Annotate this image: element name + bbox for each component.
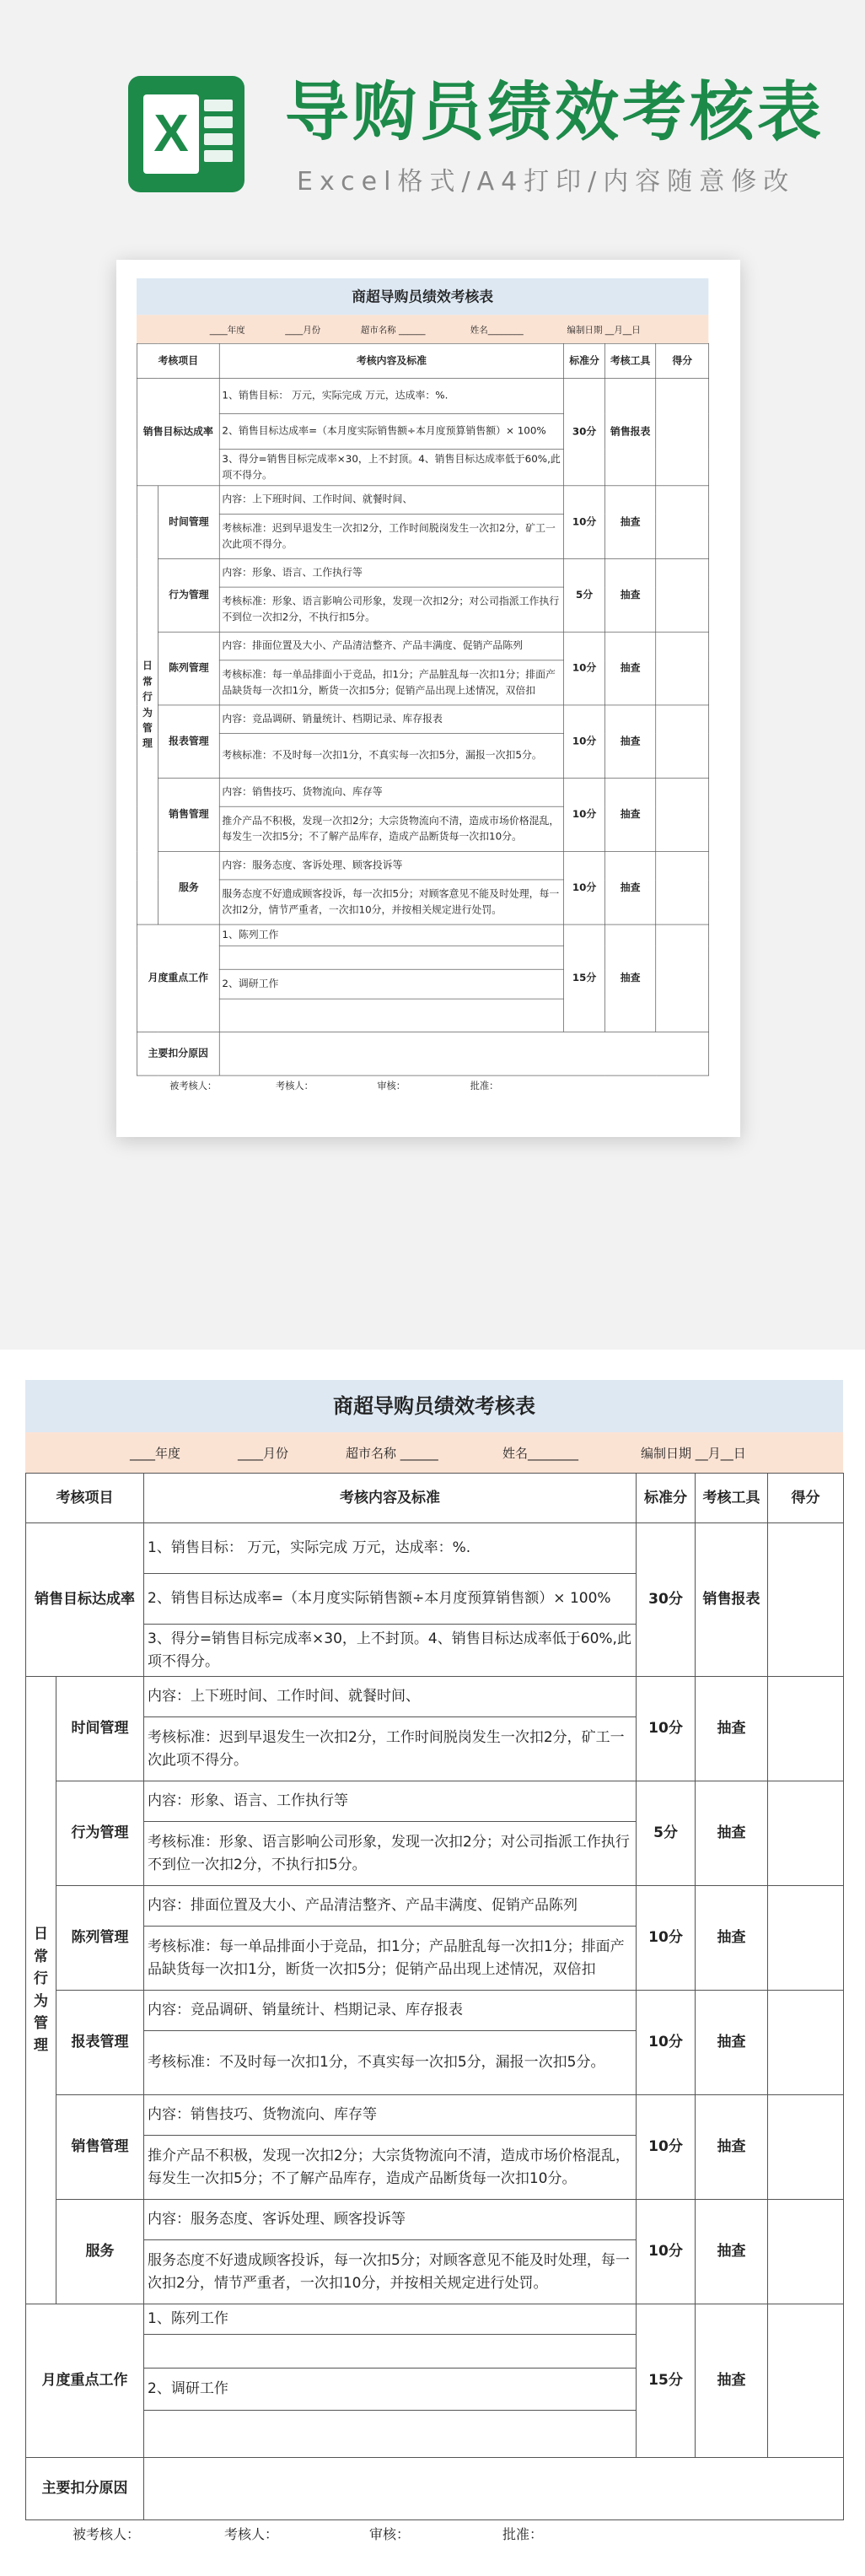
header-content: 考核内容及标准 xyxy=(144,1474,637,1523)
daily-item-tool: 抽查 xyxy=(605,632,656,705)
daily-label-char: 常 xyxy=(34,1948,48,1965)
table-row-deduction xyxy=(137,1032,708,1075)
daily-management-section xyxy=(26,1677,844,2304)
sig-assessor[interactable]: 考核人： xyxy=(224,2526,279,2542)
daily-item-score: 10分 xyxy=(637,2200,696,2304)
meta-name[interactable]: 姓名________ xyxy=(502,1445,579,1461)
daily-item-content[interactable]: 内容：服务态度、客诉处理、顾客投诉等 xyxy=(219,851,563,880)
header-score: 标准分 xyxy=(564,343,605,378)
sig-assessee[interactable]: 被考核人： xyxy=(169,1080,218,1091)
preview-card[interactable] xyxy=(116,260,740,1137)
daily-item-score: 10分 xyxy=(564,632,605,705)
daily-item-standard[interactable]: 推介产品不积极，发现一次扣2分；大宗货物流向不清，造成市场价格混乱，每发生一次扣5分；不了解产品库存，造成产品断货每一次扣10分。 xyxy=(144,2136,637,2200)
daily-item-content[interactable]: 内容：销售技巧、货物流向、库存等 xyxy=(144,2095,637,2136)
meta-store[interactable]: 超市名称 ______ xyxy=(346,1445,438,1461)
deduction-label: 主要扣分原因 xyxy=(137,1032,219,1075)
daily-row-content xyxy=(26,1781,844,1822)
daily-item-name: 行为管理 xyxy=(158,559,220,633)
daily-item-result[interactable] xyxy=(768,1886,844,1991)
daily-item-content[interactable]: 内容：竞品调研、销量统计、档期记录、库存报表 xyxy=(144,1991,637,2031)
daily-item-score: 10分 xyxy=(564,705,605,779)
daily-label-char: 为 xyxy=(34,1992,48,2010)
table-header-row xyxy=(137,343,708,378)
sales-tool: 销售报表 xyxy=(696,1523,768,1677)
meta-store[interactable]: 超市名称 ______ xyxy=(360,324,426,335)
deduction-content[interactable] xyxy=(219,1032,708,1075)
sales-score: 30分 xyxy=(564,379,605,486)
deduction-content[interactable] xyxy=(144,2458,844,2520)
daily-item-standard[interactable]: 考核标准：每一单品排面小于竞品，扣1分；产品脏乱每一次扣1分；排面产品缺货每一次扣1分，断货一次扣5分；促销产品出现上述情况，双倍扣 xyxy=(219,660,563,705)
daily-label-char: 理 xyxy=(142,737,153,750)
daily-item-score: 10分 xyxy=(637,2095,696,2200)
daily-item-name: 服务 xyxy=(56,2200,144,2304)
daily-item-tool: 抽查 xyxy=(696,1991,768,2095)
daily-label-char: 日 xyxy=(142,660,153,672)
monthly-tool: 抽查 xyxy=(696,2304,768,2458)
daily-item-standard[interactable]: 考核标准：迟到早退发生一次扣2分，工作时间脱岗发生一次扣2分，矿工一次此项不得分。 xyxy=(144,1717,637,1781)
daily-item-tool: 抽查 xyxy=(605,705,656,779)
sales-line-3[interactable]: 3、得分=销售目标完成率×30，上不封顶。4、销售目标达成率低于60%,此项不得分。 xyxy=(219,449,563,485)
form-title: 商超导购员绩效考核表 xyxy=(137,278,708,315)
meta-date[interactable]: 编制日期 __月__日 xyxy=(567,324,641,335)
daily-item-tool: 抽查 xyxy=(605,559,656,633)
daily-item-tool: 抽查 xyxy=(605,486,656,559)
daily-item-result[interactable] xyxy=(656,559,709,633)
daily-item-result[interactable] xyxy=(656,486,709,559)
daily-item-name: 销售管理 xyxy=(56,2095,144,2200)
daily-item-standard[interactable]: 服务态度不好遗成顾客投诉，每一次扣5分；对顾客意见不能及时处理，每一次扣2分，情节严重者，一次扣10分，并按相关规定进行处罚。 xyxy=(219,880,563,924)
daily-item-name: 陈列管理 xyxy=(158,632,220,705)
form-meta-bar xyxy=(137,315,708,343)
daily-item-standard[interactable]: 考核标准：形象、语言影响公司形象，发现一次扣2分；对公司指派工作执行不到位一次扣2分，不执行扣5分。 xyxy=(219,587,563,632)
sales-score: 30分 xyxy=(637,1523,696,1677)
daily-item-result[interactable] xyxy=(656,705,709,779)
daily-item-result[interactable] xyxy=(656,851,709,924)
meta-date[interactable]: 编制日期 __月__日 xyxy=(641,1445,746,1461)
daily-row-content xyxy=(137,486,708,515)
daily-row-content xyxy=(137,632,708,660)
spreadsheet-grid-icon xyxy=(204,100,233,169)
daily-item-standard[interactable]: 考核标准：形象、语言影响公司形象，发现一次扣2分；对公司指派工作执行不到位一次扣2分，不执行扣5分。 xyxy=(144,1822,637,1886)
daily-item-tool: 抽查 xyxy=(605,779,656,852)
daily-item-tool: 抽查 xyxy=(696,2200,768,2304)
daily-item-content[interactable]: 内容：竞品调研、销量统计、档期记录、库存报表 xyxy=(219,705,563,734)
header-tool: 考核工具 xyxy=(605,343,656,378)
daily-label-char: 为 xyxy=(142,707,153,719)
daily-item-name: 报表管理 xyxy=(56,1991,144,2095)
daily-management-section xyxy=(137,486,708,924)
daily-item-score: 5分 xyxy=(564,559,605,633)
daily-item-standard[interactable]: 考核标准：迟到早退发生一次扣2分，工作时间脱岗发生一次扣2分，矿工一次此项不得分。 xyxy=(219,514,563,558)
assessment-form xyxy=(25,1380,843,2546)
sales-line-3[interactable]: 3、得分=销售目标完成率×30，上不封顶。4、销售目标达成率低于60%,此项不得分。 xyxy=(144,1625,637,1677)
daily-label-char: 理 xyxy=(34,2037,48,2055)
daily-item-score: 10分 xyxy=(637,1991,696,2095)
daily-management-label xyxy=(137,486,158,924)
daily-item-name: 时间管理 xyxy=(158,486,220,559)
monthly-score: 15分 xyxy=(637,2304,696,2458)
monthly-result-cell[interactable] xyxy=(656,924,709,1032)
daily-item-standard[interactable]: 考核标准：不及时每一次扣1分，不真实每一次扣5分，漏报一次扣5分。 xyxy=(219,734,563,779)
daily-item-score: 10分 xyxy=(637,1886,696,1991)
sales-line-1[interactable]: 1、销售目标： 万元，实际完成 万元，达成率：%. xyxy=(144,1523,637,1574)
monthly-result-cell[interactable] xyxy=(768,2304,844,2458)
meta-year[interactable]: ____年度 xyxy=(130,1445,181,1461)
form-title: 商超导购员绩效考核表 xyxy=(25,1380,843,1432)
preview-form-container xyxy=(137,278,718,1093)
daily-label-char: 管 xyxy=(34,2014,48,2032)
header-result: 得分 xyxy=(768,1474,844,1523)
daily-item-tool: 抽查 xyxy=(696,2095,768,2200)
sig-approver[interactable]: 批准： xyxy=(502,2526,544,2542)
monthly-blank-1[interactable] xyxy=(219,946,563,969)
banner-subtitle: Excel格式/A4打印/内容随意修改 xyxy=(297,167,796,197)
daily-item-result[interactable] xyxy=(768,1991,844,2095)
header-item: 考核项目 xyxy=(26,1474,144,1523)
form-meta-bar xyxy=(25,1432,843,1473)
daily-item-name: 陈列管理 xyxy=(56,1886,144,1991)
daily-item-standard[interactable]: 推介产品不积极，发现一次扣2分；大宗货物流向不清，造成市场价格混乱，每发生一次扣5分；不了解产品库存，造成产品断货每一次扣10分。 xyxy=(219,806,563,851)
daily-item-content[interactable]: 内容：形象、语言、工作执行等 xyxy=(219,559,563,588)
daily-item-content[interactable]: 内容：上下班时间、工作时间、就餐时间、 xyxy=(219,486,563,515)
table-row-sales-1 xyxy=(137,379,708,414)
daily-item-name: 销售管理 xyxy=(158,779,220,852)
preview-assessment-form xyxy=(137,278,708,1093)
header-result: 得分 xyxy=(656,343,709,378)
daily-management-label xyxy=(26,1677,56,2304)
sales-label: 销售目标达成率 xyxy=(137,379,219,486)
sig-reviewer[interactable]: 审核： xyxy=(369,2526,411,2542)
header-tool: 考核工具 xyxy=(696,1474,768,1523)
daily-item-result[interactable] xyxy=(656,632,709,705)
meta-name[interactable]: 姓名________ xyxy=(470,324,524,335)
daily-label-char: 管 xyxy=(142,722,153,735)
daily-item-result[interactable] xyxy=(768,2200,844,2304)
sig-approver[interactable]: 批准： xyxy=(470,1080,499,1091)
excel-logo-icon xyxy=(128,76,244,192)
daily-row-content xyxy=(137,559,708,588)
daily-row-content xyxy=(137,851,708,880)
daily-label-char: 日 xyxy=(34,1926,48,1943)
assessment-table xyxy=(25,1473,844,2520)
sales-line-2[interactable]: 2、销售目标达成率=（本月度实际销售额÷本月度预算销售额）× 100% xyxy=(144,1574,637,1625)
daily-label-char: 行 xyxy=(142,691,153,703)
daily-item-name: 服务 xyxy=(158,851,220,924)
header-item: 考核项目 xyxy=(137,343,219,378)
monthly-blank-1[interactable] xyxy=(144,2335,637,2369)
sales-tool: 销售报表 xyxy=(605,379,656,486)
banner-title: 导购员绩效考核表 xyxy=(285,74,825,149)
sales-line-2[interactable]: 2、销售目标达成率=（本月度实际销售额÷本月度预算销售额）× 100% xyxy=(219,413,563,449)
excel-logo-letter: X xyxy=(143,94,199,174)
monthly-blank-2[interactable] xyxy=(219,999,563,1032)
daily-item-score: 10分 xyxy=(564,779,605,852)
sales-result-cell[interactable] xyxy=(656,379,709,486)
daily-item-result[interactable] xyxy=(656,779,709,852)
monthly-label: 月度重点工作 xyxy=(26,2304,144,2458)
monthly-blank-2[interactable] xyxy=(144,2411,637,2458)
daily-item-content[interactable]: 内容：形象、语言、工作执行等 xyxy=(144,1781,637,1822)
daily-item-content[interactable]: 内容：上下班时间、工作时间、就餐时间、 xyxy=(144,1677,637,1717)
daily-item-content[interactable]: 内容：销售技巧、货物流向、库存等 xyxy=(219,779,563,807)
daily-item-score: 10分 xyxy=(637,1677,696,1781)
sales-label: 销售目标达成率 xyxy=(26,1523,144,1677)
daily-item-score: 10分 xyxy=(564,851,605,924)
daily-item-result[interactable] xyxy=(768,1781,844,1886)
header-score: 标准分 xyxy=(637,1474,696,1523)
monthly-line-1[interactable]: 1、陈列工作 xyxy=(219,924,563,946)
daily-row-content xyxy=(26,1677,844,1717)
deduction-label: 主要扣分原因 xyxy=(26,2458,144,2520)
monthly-line-2[interactable]: 2、调研工作 xyxy=(144,2369,637,2411)
daily-item-content[interactable]: 内容：排面位置及大小、产品清洁整齐、产品丰满度、促销产品陈列 xyxy=(144,1886,637,1927)
daily-row-content xyxy=(26,1886,844,1927)
daily-item-name: 行为管理 xyxy=(56,1781,144,1886)
daily-item-tool: 抽查 xyxy=(696,1781,768,1886)
table-row-sales-1 xyxy=(26,1523,844,1574)
sig-assessor[interactable]: 考核人： xyxy=(276,1080,314,1091)
table-row-monthly-1 xyxy=(137,924,708,946)
document-form-container xyxy=(25,1380,843,2546)
daily-item-standard[interactable]: 服务态度不好遗成顾客投诉，每一次扣5分；对顾客意见不能及时处理，每一次扣2分，情节严重者，一次扣10分，并按相关规定进行处罚。 xyxy=(144,2240,637,2304)
table-header-row xyxy=(26,1474,844,1523)
daily-item-standard[interactable]: 考核标准：每一单品排面小于竞品，扣1分；产品脏乱每一次扣1分；排面产品缺货每一次扣1分，断货一次扣5分；促销产品出现上述情况，双倍扣 xyxy=(144,1927,637,1991)
assessment-table xyxy=(137,343,709,1076)
daily-row-content xyxy=(26,2200,844,2240)
daily-row-content xyxy=(26,2095,844,2136)
daily-item-tool: 抽查 xyxy=(696,1677,768,1781)
daily-row-content xyxy=(137,705,708,734)
daily-item-score: 5分 xyxy=(637,1781,696,1886)
daily-label-char: 常 xyxy=(142,676,153,688)
meta-month[interactable]: ____月份 xyxy=(238,1445,289,1461)
table-row-deduction xyxy=(26,2458,844,2520)
sig-assessee[interactable]: 被考核人： xyxy=(73,2526,141,2542)
signature-row xyxy=(25,2520,843,2546)
daily-item-content[interactable]: 内容：服务态度、客诉处理、顾客投诉等 xyxy=(144,2200,637,2240)
header-content: 考核内容及标准 xyxy=(219,343,563,378)
table-row-monthly-1 xyxy=(26,2304,844,2335)
daily-item-tool: 抽查 xyxy=(696,1886,768,1991)
sig-reviewer[interactable]: 审核： xyxy=(377,1080,406,1091)
daily-row-content xyxy=(137,779,708,807)
monthly-tool: 抽查 xyxy=(605,924,656,1032)
daily-label-char: 行 xyxy=(34,1970,48,1988)
monthly-score: 15分 xyxy=(564,924,605,1032)
daily-row-content xyxy=(26,1991,844,2031)
daily-item-content[interactable]: 内容：排面位置及大小、产品清洁整齐、产品丰满度、促销产品陈列 xyxy=(219,632,563,660)
sales-line-1[interactable]: 1、销售目标： 万元，实际完成 万元，达成率：%. xyxy=(219,379,563,414)
daily-item-tool: 抽查 xyxy=(605,851,656,924)
meta-month[interactable]: ____月份 xyxy=(285,324,321,335)
daily-item-result[interactable] xyxy=(768,2095,844,2200)
daily-item-standard[interactable]: 考核标准：不及时每一次扣1分，不真实每一次扣5分，漏报一次扣5分。 xyxy=(144,2031,637,2095)
daily-item-score: 10分 xyxy=(564,486,605,559)
meta-year[interactable]: ____年度 xyxy=(209,324,245,335)
monthly-label: 月度重点工作 xyxy=(137,924,219,1032)
monthly-line-2[interactable]: 2、调研工作 xyxy=(219,969,563,999)
sales-result-cell[interactable] xyxy=(768,1523,844,1677)
signature-row xyxy=(137,1075,708,1093)
daily-item-result[interactable] xyxy=(768,1677,844,1781)
monthly-line-1[interactable]: 1、陈列工作 xyxy=(144,2304,637,2335)
daily-item-name: 报表管理 xyxy=(158,705,220,779)
daily-item-name: 时间管理 xyxy=(56,1677,144,1781)
